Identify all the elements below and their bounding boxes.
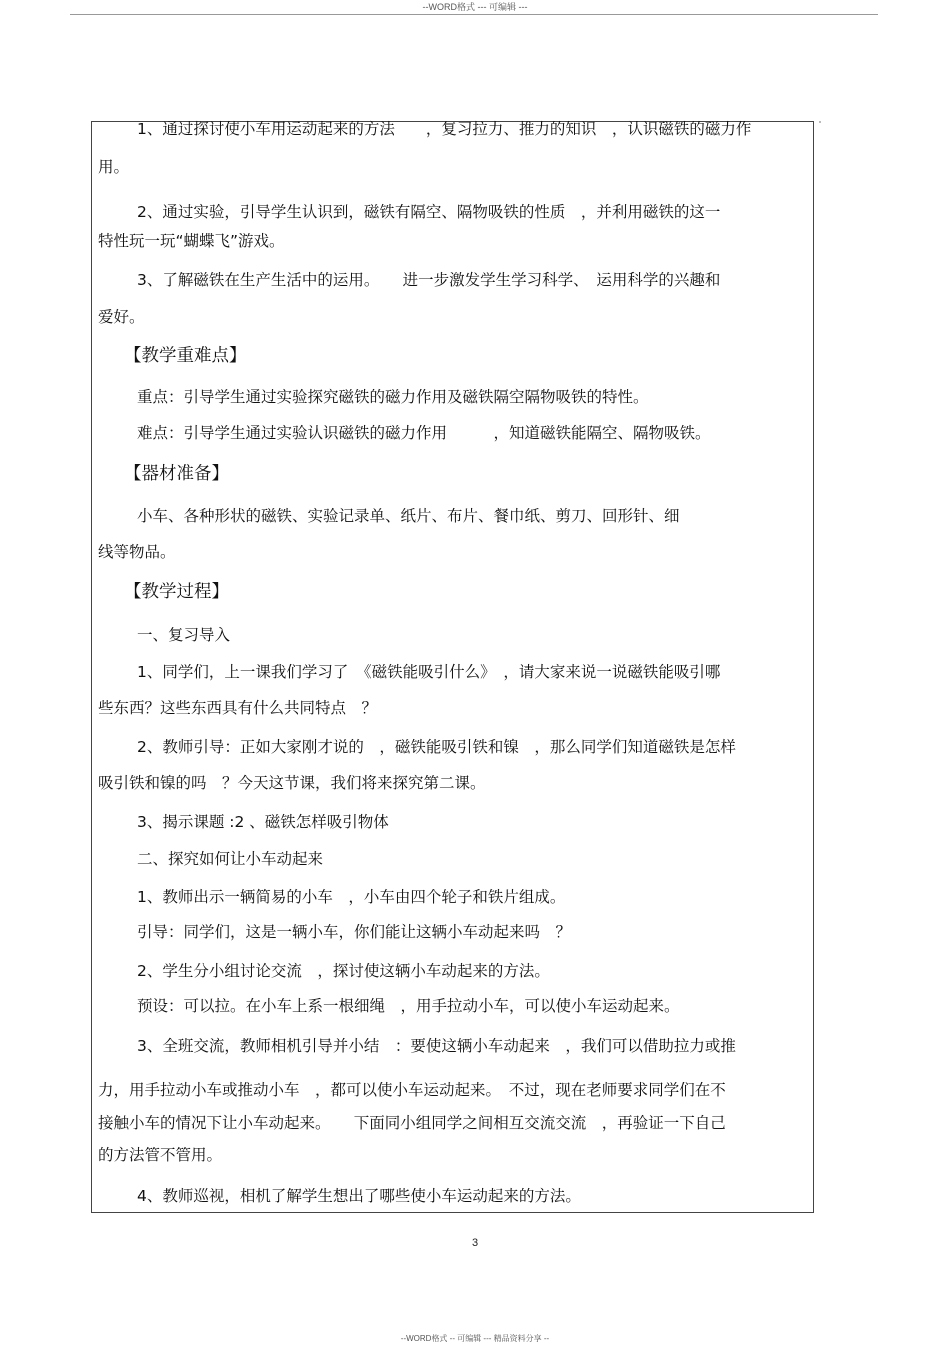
materials-line-2: 线等物品。: [98, 543, 176, 561]
step-1-1-line-1: 1、同学们，上一课我们学习了 《磁铁能吸引什么》 ，请大家来说一说磁铁能吸引哪: [137, 663, 721, 681]
step-1-2-line-1: 2、教师引导：正如大家刚才说的 ，磁铁能吸引铁和镍 ，那么同学们知道磁铁是怎样: [137, 738, 736, 756]
step-2-3-line-4: 的方法管不管用。: [98, 1146, 223, 1164]
section-1-title: 一、复习导入: [137, 626, 231, 644]
step-2-3-line-2: 力，用手拉动小车或推动小车 ，都可以使小车运动起来。 不过，现在老师要求同学们在不: [98, 1081, 726, 1099]
heading-key-points: 【教学重难点】: [124, 346, 247, 366]
step-2-1-guide: 引导：同学们，这是一辆小车，你们能让这辆小车动起来吗 ？: [137, 923, 572, 941]
heading-process: 【教学过程】: [124, 582, 229, 602]
step-2-3-line-1: 3、全班交流，教师相机引导并小结 ：要使这辆小车动起来 ，我们可以借助拉力或推: [137, 1037, 736, 1055]
objective-3-line-2: 爱好。: [98, 308, 145, 326]
step-1-1-line-2: 些东西？这些东西具有什么共同特点 ？: [98, 699, 378, 717]
step-2-3-line-3: 接触小车的情况下让小车动起来。 下面同小组同学之间相互交流交流 ，再验证一下自己: [98, 1114, 726, 1132]
header-divider: [70, 14, 878, 15]
objective-1-line-1: 1、通过探讨使小车用运动起来的方法 ，复习拉力、推力的知识 ，认识磁铁的磁力作: [137, 120, 752, 138]
page-footer: --WORD格式 -- 可编辑 --- 精品资料分享 --: [400, 1334, 550, 1343]
step-2-1: 1、教师出示一辆简易的小车 ，小车由四个轮子和铁片组成。: [137, 888, 566, 906]
step-2-2: 2、学生分小组讨论交流 ，探讨使这辆小车动起来的方法。: [137, 962, 550, 980]
step-2-2-preset: 预设：可以拉。在小车上系一根细绳 ，用手拉动小车，可以使小车运动起来。: [137, 997, 680, 1015]
frame-corner-mark: [819, 121, 821, 123]
objective-3-line-1: 3、了解磁铁在生产生活中的运用。 进一步激发学生学习科学、 运用科学的兴趣和: [137, 271, 721, 289]
page-header: --WORD格式 --- 可编辑 ---: [422, 2, 528, 12]
materials-line-1: 小车、各种形状的磁铁、实验记录单、纸片、布片、餐巾纸、剪刀、回形针、细: [137, 507, 680, 525]
difficult-point-text: 难点：引导学生通过实验认识磁铁的磁力作用 ，知道磁铁能隔空、隔物吸铁。: [137, 424, 711, 442]
step-1-3: 3、揭示课题 :2 、磁铁怎样吸引物体: [137, 813, 389, 831]
key-point-text: 重点：引导学生通过实验探究磁铁的磁力作用及磁铁隔空隔物吸铁的特性。: [137, 388, 649, 406]
page-number: 3: [471, 1237, 479, 1249]
objective-2-line-1: 2、通过实验，引导学生认识到，磁铁有隔空、隔物吸铁的性质 ，并利用磁铁的这一: [137, 203, 721, 221]
objective-1-line-2: 用。: [98, 158, 130, 176]
step-2-4: 4、教师巡视，相机了解学生想出了哪些使小车运动起来的方法。: [137, 1187, 581, 1205]
section-2-title: 二、探究如何让小车动起来: [137, 850, 324, 868]
step-1-2-line-2: 吸引铁和镍的吗 ？今天这节课，我们将来探究第二课。: [98, 774, 486, 792]
objective-2-line-2: 特性玩一玩“蝴蝶飞”游戏。: [98, 232, 285, 250]
heading-materials: 【器材准备】: [124, 464, 229, 484]
